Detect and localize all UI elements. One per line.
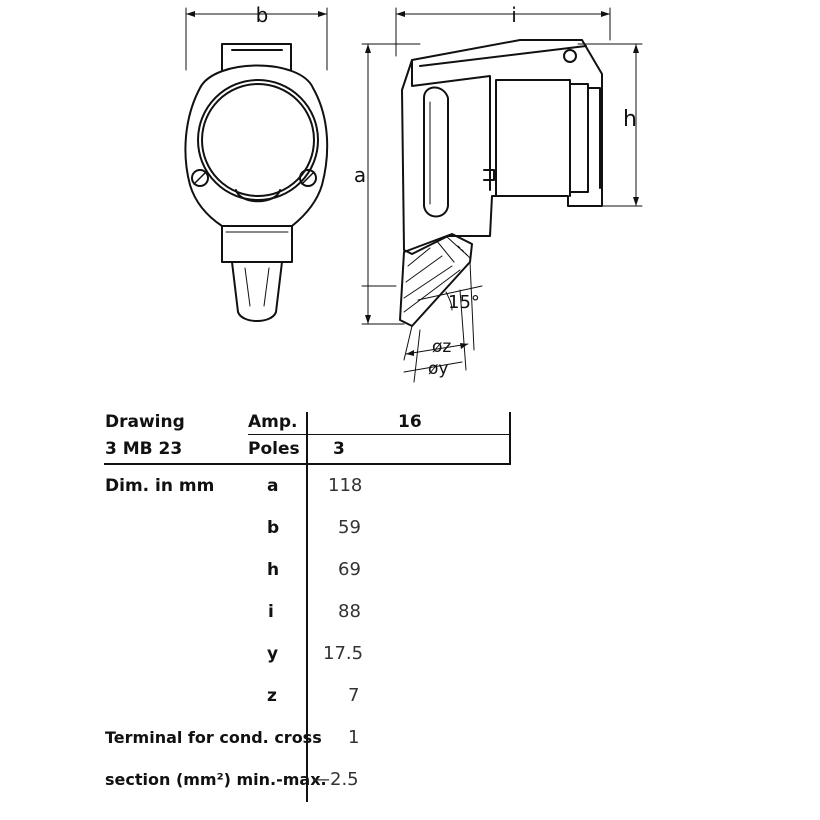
dim-value-i: 88: [338, 601, 361, 622]
diameter-label-z: øz: [432, 337, 452, 357]
terminal-value-max: —2.5: [312, 769, 359, 790]
diameter-label-y: øy: [428, 359, 449, 379]
dimension-label-a: a: [353, 163, 367, 187]
terminal-label-line2: section (mm²) min.-max.: [105, 770, 327, 789]
amp-value: 16: [398, 412, 422, 432]
dim-value-a: 118: [328, 475, 363, 496]
dimension-label-h: h: [623, 107, 637, 132]
technical-drawing: [0, 0, 820, 400]
dim-key-a: a: [267, 476, 279, 496]
table-vertical-rule-right: [509, 412, 511, 464]
dim-value-h: 69: [338, 559, 361, 580]
table-header-bottom-rule: [104, 463, 511, 465]
poles-label: Poles: [248, 439, 300, 459]
specification-table: [0, 400, 820, 820]
dim-key-i: i: [268, 602, 274, 622]
dim-value-z: 7: [348, 685, 360, 706]
amp-label: Amp.: [248, 412, 298, 432]
side-view: [362, 8, 642, 382]
front-view: [185, 8, 327, 321]
dimensions-label: Dim. in mm: [105, 476, 215, 496]
table-horizontal-rule: [248, 434, 511, 435]
terminal-label-line1: Terminal for cond. cross: [105, 728, 322, 747]
dim-key-b: b: [267, 518, 280, 538]
drawing-number: 3 MB 23: [105, 439, 183, 459]
angle-label: 15°: [448, 292, 480, 313]
terminal-value-min: 1: [348, 727, 360, 748]
drawing-label: Drawing: [105, 412, 185, 432]
dim-key-y: y: [267, 644, 279, 664]
dim-key-z: z: [267, 686, 277, 706]
dim-key-h: h: [267, 560, 280, 580]
dimension-label-b: b: [255, 3, 269, 27]
poles-value: 3: [333, 439, 345, 459]
dimension-label-i: i: [511, 3, 517, 27]
dim-value-y: 17.5: [323, 643, 364, 664]
dim-value-b: 59: [338, 517, 361, 538]
